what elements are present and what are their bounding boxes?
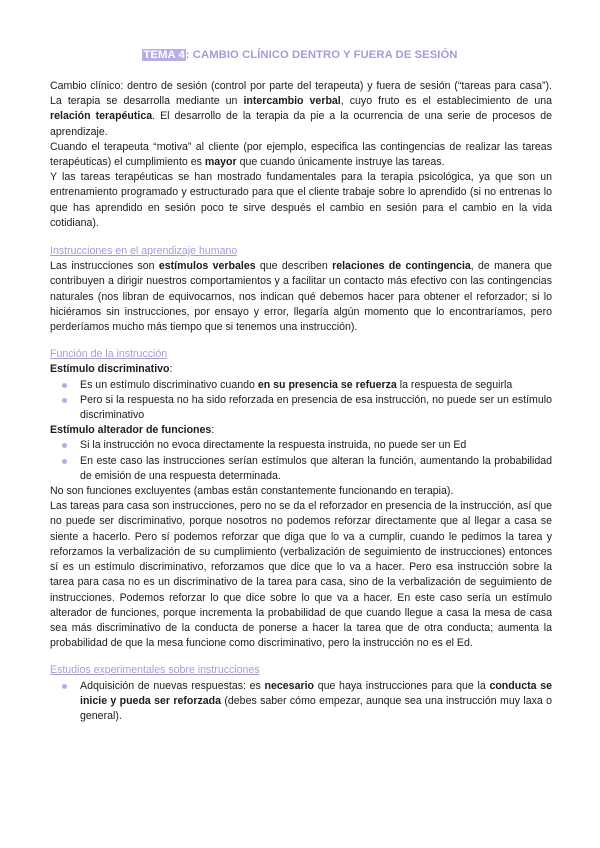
text-run: Cuando el terapeuta “motiva” al cliente (por ejemplo, especifica las contingencias de realizar las tareas terapéuticas) el cumplimiento es <box>50 140 552 169</box>
text-run: . El desarrollo de la terapia da pie a la ocurrencia de una serie de procesos de aprendizaje. <box>50 110 552 138</box>
text-run: Las instrucciones son <box>50 260 159 273</box>
instrucciones-paragraph <box>50 259 552 335</box>
text-run: , de manera que contribuyen a dirigir nuestros comportamientos y a facilitar un contacto más efectivo con las contingencias naturales (nos libran de equivocarnos, nos indican qué debemos hacer para obtener el reforzador; si lo hiciéramos sin instrucciones, por ensayo y error, llegaría algún momento que lo encontraríamos, pero perderíamos mucho más tiempo que si tenemos una instrucción). <box>50 260 552 334</box>
bold-term: estímulos verbales <box>158 260 256 273</box>
title-text: : CAMBIO CLÍNICO DENTRO Y FUERA DE SESIÓN <box>185 49 458 61</box>
list-item <box>50 378 552 393</box>
subheading-colon: : <box>169 363 173 376</box>
funcion-paragraph-1: No son funciones excluyentes (ambas están constantemente funcionando en terapia). <box>50 485 454 498</box>
text-run: que cuando únicamente instruye las tareas. <box>236 156 445 169</box>
funcion-paragraph-2: Las tareas para casa son instrucciones, pero no se da el reforzador en presencia de la instrucción, así que no puede ser discriminativo, porque nosotros no podemos reforzar directamente que al llegar a casa se siente a hacerlo. Pero sí podemos reforzar que diga que lo va a cumplir, cuando le pedimos la tarea y reforzamos la verbalización de su cumplimiento (verbalización de seguimiento de instrucciones) entonces sí es un estímulo discriminativo, reforzamos que dice que lo va a hacer. Pero esa instrucción sobre la tarea para casa no es un discriminativo de la tarea para casa, sino de la verbalización de seguimiento de instrucciones. Podemos reforzar lo que dice sobre lo que va a hacer. En este caso sería un estímulo alterador de funciones, porque incrementa la probabilidad de que cuando llegue a casa la mesa de casa sea más discriminativo de la conducta de ponerse a hacer la tarea que de otra conducta; aumenta la probabilidad de que la mesa funcione como discriminativo, pero la instrucción no es el Ed. <box>50 500 552 650</box>
section-heading-estudios: Estudios experimentales sobre instrucciones <box>50 664 260 677</box>
list-item: En este caso las instrucciones serían estímulos que alteran la función, aumentando la probabilidad de emisión de una respuesta determinada. <box>50 454 552 484</box>
text-run: que describen <box>255 260 333 273</box>
bold-term: relación terapéutica <box>50 110 153 123</box>
bold-term: en su presencia se refuerza <box>257 378 397 391</box>
text-run: la respuesta de seguirla <box>396 378 513 391</box>
text-run: Cambio clínico: dentro de sesión (control por parte del terapeuta) y fuera de sesión (“tareas para casa”). La terapia se desarrolla mediante un <box>50 80 552 108</box>
subheading-estimulo-alterador <box>50 423 552 438</box>
list-item: Si la instrucción no evoca directamente la respuesta instruida, no puede ser un Ed <box>50 438 552 453</box>
bold-term: relaciones de contingencia <box>332 260 471 273</box>
intro-paragraph-2 <box>50 140 552 170</box>
text-run: , cuyo fruto es el establecimiento de una <box>340 95 553 108</box>
subheading-label: Estímulo alterador de funciones <box>50 424 212 437</box>
text-run: que haya instrucciones para que la <box>314 679 490 692</box>
bold-term: intercambio verbal <box>243 95 341 108</box>
subheading-estimulo-discriminativo <box>50 362 552 377</box>
intro-paragraph-3: Y las tareas terapéuticas se han mostrado fundamentales para la terapia psicológica, ya que son un entrenamiento programado y estructurado para que el cliente trabaje sobre lo aprendido (si no entrenas lo que has aprendido en sesión poco te sirve después el cambio en sesión para el cambio en la vida cotidiana). <box>50 171 552 229</box>
list-item: Pero si la respuesta no ha sido reforzada en presencia de esa instrucción, no puede ser un estímulo discriminativo <box>50 393 552 423</box>
list-item <box>50 679 552 725</box>
page-title <box>0 49 600 61</box>
bullet-list-estudios <box>50 679 552 725</box>
text-run: Es un estímulo discriminativo cuando <box>80 378 258 391</box>
subheading-colon: : <box>211 424 215 437</box>
document-body <box>50 79 552 724</box>
section-heading-funcion: Función de la instrucción <box>50 348 168 361</box>
title-highlight: TEMA 4 <box>143 49 185 61</box>
bold-term: necesario <box>264 679 314 692</box>
intro-paragraph-1 <box>50 79 552 140</box>
section-heading-instrucciones: Instrucciones en el aprendizaje humano <box>50 245 238 258</box>
bullet-list-alterador <box>50 438 552 484</box>
text-run: Adquisición de nuevas respuestas: es <box>80 679 265 692</box>
text-run: (debes saber cómo empezar, aunque sea una instrucción muy laxa o general). <box>80 694 552 722</box>
subheading-label: Estímulo discriminativo <box>50 363 170 376</box>
bullet-list-discriminativo <box>50 378 552 424</box>
bold-term: conducta se inicie y pueda ser reforzada <box>80 679 552 707</box>
bold-term: mayor <box>204 156 237 169</box>
